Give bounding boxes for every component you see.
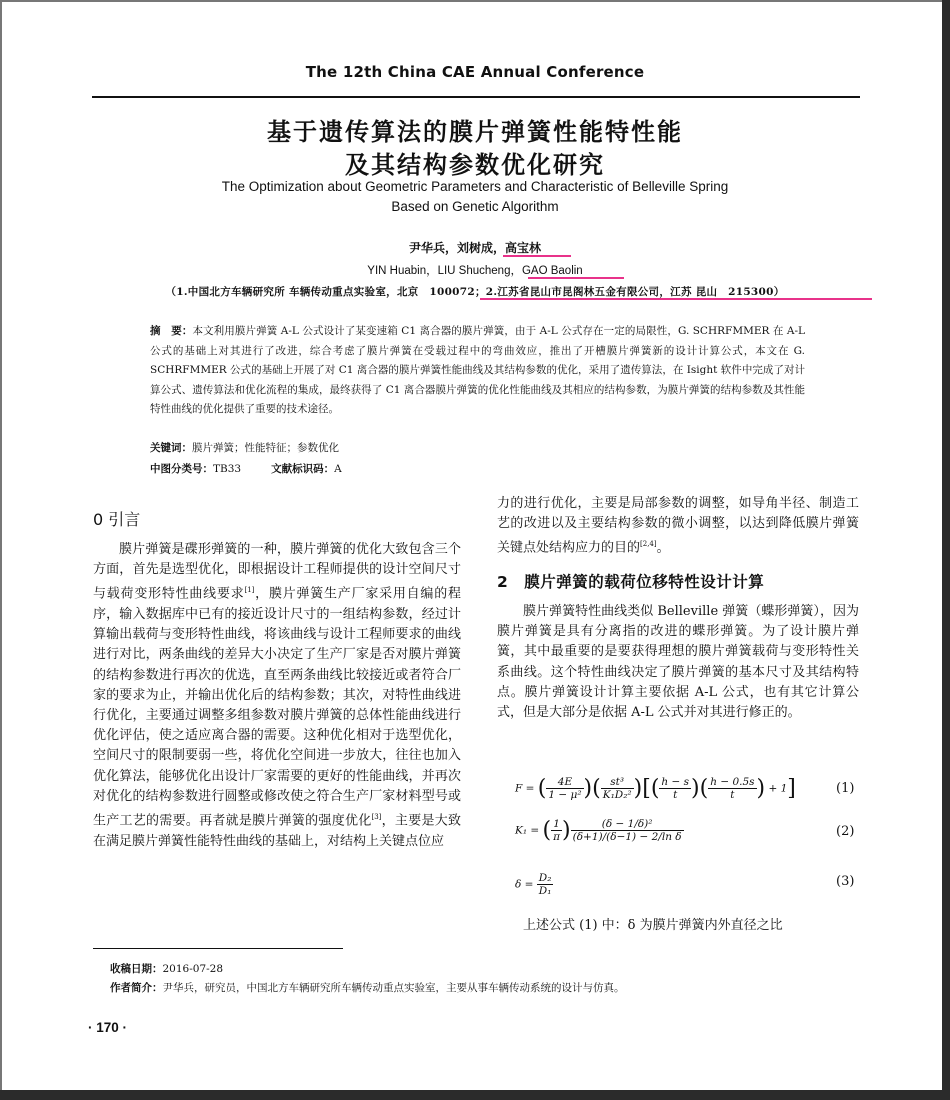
equation-1: F = ( $\frac{4E}{\text{1 − μ²}}$ )( $\frac{\text{st³}}{\text{K₁D₂²}}$ )[( $\frac{h - s}{t}$ )( $\frac{h - 0.5s}{t}$ ) + 1] bbox=[515, 776, 796, 801]
received-value: 2016-07-28 bbox=[162, 963, 224, 975]
abstract bbox=[150, 322, 805, 420]
section-2-paragraph: 膜片弹簧特性曲线类似 Belleville 弹簧（蝶形弹簧），因为膜片弹簧是具有分离指的改进的蝶形弹簧。为了设计膜片弹簧，其中最重要的是要获得理想的膜片弹簧载荷与变形特性关系曲线。这个特性曲线决定了膜片弹簧的基本尺寸及其结构特点。膜片弹簧设计计算主要依据 A-L 公式，也有其它计算公式，但是大部分是依据 A-L 公式并对其进行修正的。 bbox=[497, 604, 859, 721]
clc-value: TB33 bbox=[213, 463, 242, 475]
title-en-line2: Based on Genetic Algorithm bbox=[391, 199, 559, 214]
intro-text-b: ，膜片弹簧生产厂家采用自编的程序，输入数据库中已有的接近设计尺寸的一组结构参数，经过计算输出载荷与变形特性曲线，将该曲线与设计工程师要求的曲线进行对比，两条曲线的差异大小决定了生产厂家是否对膜片弹簧的结构参数进行再次的优选，直至两条曲线比较接近或者符合厂家的要求为止，并输出优化后的结构参数；其次，对特性曲线进行优化，主要通过调整多组参数对膜片弹簧的总体性能曲线进行优化评估，使之适应离合器的需要。这种优化相对于选型优化，空间尺寸的限制要弱一些，将优化空间进一步放大，往往也加入优化算法，能够优化出设计厂家需要的更好的性能曲线，并再次对优化的结构参数进行圆整或修改使之符合生产厂家材料型号或生产工艺的需要。再者就是膜片弹簧的强度优化 bbox=[93, 586, 461, 829]
highlight-underline-cn bbox=[503, 255, 571, 257]
left-column-body bbox=[93, 540, 461, 852]
continuation-end: 。 bbox=[656, 540, 670, 556]
keywords-text: 膜片弹簧；性能特征；参数优化 bbox=[192, 442, 339, 454]
intro-text-c: ，主要是大致在满足膜片弹簧性能特性曲线的基础上，对结构上关键点位应 bbox=[93, 813, 461, 849]
citation-3: [3] bbox=[371, 812, 382, 821]
received-label: 收稿日期： bbox=[110, 963, 163, 975]
bio-text: 尹华兵，研究员，中国北方车辆研究所车辆传动重点实验室，主要从事车辆传动系统的设计与仿真。 bbox=[162, 982, 625, 994]
abstract-text: 本文利用膜片弹簧 A-L 公式设计了某变速箱 C1 离合器的膜片弹簧，由于 A-L 公式存在一定的局限性，G. SCHRFMMER 在 A-L 公式的基础上对其进行了改进，综合考虑了膜片弹簧在受载过程中的弯曲效应，推出了开槽膜片弹簧新的设计计算公式，本文在 G. SCHRFMMER 公式的基础上开展了对 C1 离合器的膜片弹簧性能曲线及其结构参数的优化，采用了遗传算法，在 Isight 软件中完成了对计算公式、遗传算法和优化流程的集成，最终获得了 C1 离合器膜片弹簧的优化性能曲线及其相应的结构参数，为膜片弹簧的结构参数及其性能特性曲线的优化提供了重要的技术途径。 bbox=[150, 325, 806, 415]
intro-paragraph bbox=[93, 540, 461, 852]
received-date bbox=[110, 961, 223, 976]
continuation-text: 力的进行优化，主要是局部参数的调整，如导角半径、制造工艺的改进以及主要结构参数的微小调整，以达到降低膜片弹簧关键点处结构应力的目的 bbox=[497, 496, 859, 556]
page-edge-top bbox=[0, 0, 950, 2]
bio-label: 作者简介： bbox=[110, 982, 163, 994]
classification bbox=[150, 461, 342, 476]
highlight-underline-en bbox=[528, 277, 624, 279]
section-2-body bbox=[497, 602, 859, 723]
authors-cn: 尹华兵，刘树成，高宝林 bbox=[408, 241, 541, 255]
after-equation-text: 上述公式 (1) 中：δ 为膜片弹簧内外直径之比 bbox=[523, 918, 783, 933]
section-2-heading: 2 膜片弹簧的载荷位移特性设计计算 bbox=[497, 573, 765, 591]
citation-1: [1] bbox=[244, 586, 255, 595]
footnote-rule bbox=[93, 948, 343, 949]
doc-code-label: 文献标识码： bbox=[271, 463, 335, 475]
doc-code-value: A bbox=[334, 463, 342, 475]
page-edge-bottom bbox=[0, 1090, 950, 1100]
section-0-heading: 0 引言 bbox=[93, 510, 141, 529]
keywords-label: 关键词： bbox=[150, 442, 192, 454]
title-cn-line1: 基于遗传算法的膜片弹簧性能特性能 bbox=[267, 117, 683, 146]
title-cn-line2: 及其结构参数优化研究 bbox=[345, 150, 605, 179]
keywords bbox=[150, 440, 339, 455]
equation-3: δ = $\frac{\text{D₂}}{\text{D₁}}$ bbox=[515, 872, 552, 897]
page-number: · 170 · bbox=[88, 1020, 128, 1035]
highlight-underline-affiliation bbox=[480, 298, 872, 300]
title-en-line1: The Optimization about Geometric Parameters and Characteristic of Belleville Spring bbox=[221, 179, 729, 194]
abstract-label: 摘 要： bbox=[150, 325, 193, 337]
right-column-continuation bbox=[497, 494, 859, 559]
affiliation: （1.中国北方车辆研究所 车辆传动重点实验室，北京 100072；2.江苏省昆山市昆阁林五金有限公司，江苏 昆山 215300） bbox=[165, 286, 785, 298]
conference-header: The 12th China CAE Annual Conference bbox=[305, 63, 645, 81]
author-bio bbox=[110, 980, 625, 995]
header-rule bbox=[92, 96, 860, 98]
equation-2: K₁ = ( $\frac{1}{\pi}$ ) $\frac{\text{(δ − 1/δ)²}}{\text{(δ+1)/(δ−1) − 2/ln δ}}$ bbox=[515, 818, 682, 843]
equation-1-number: (1) bbox=[836, 781, 855, 796]
equation-2-number: (2) bbox=[836, 824, 855, 839]
intro-text-a: 膜片弹簧是碟形弹簧的一种，膜片弹簧的优化大致包含三个方面，首先是选型优化，即根据设计工程师提供的设计空间尺寸与载荷变形特性曲线要求 bbox=[93, 542, 461, 602]
clc-label: 中图分类号： bbox=[150, 463, 213, 475]
equation-3-number: (3) bbox=[836, 874, 855, 889]
authors-en: YIN Huabin，LIU Shucheng，GAO Baolin bbox=[367, 265, 583, 277]
citation-2-4: [2,4] bbox=[640, 540, 657, 549]
